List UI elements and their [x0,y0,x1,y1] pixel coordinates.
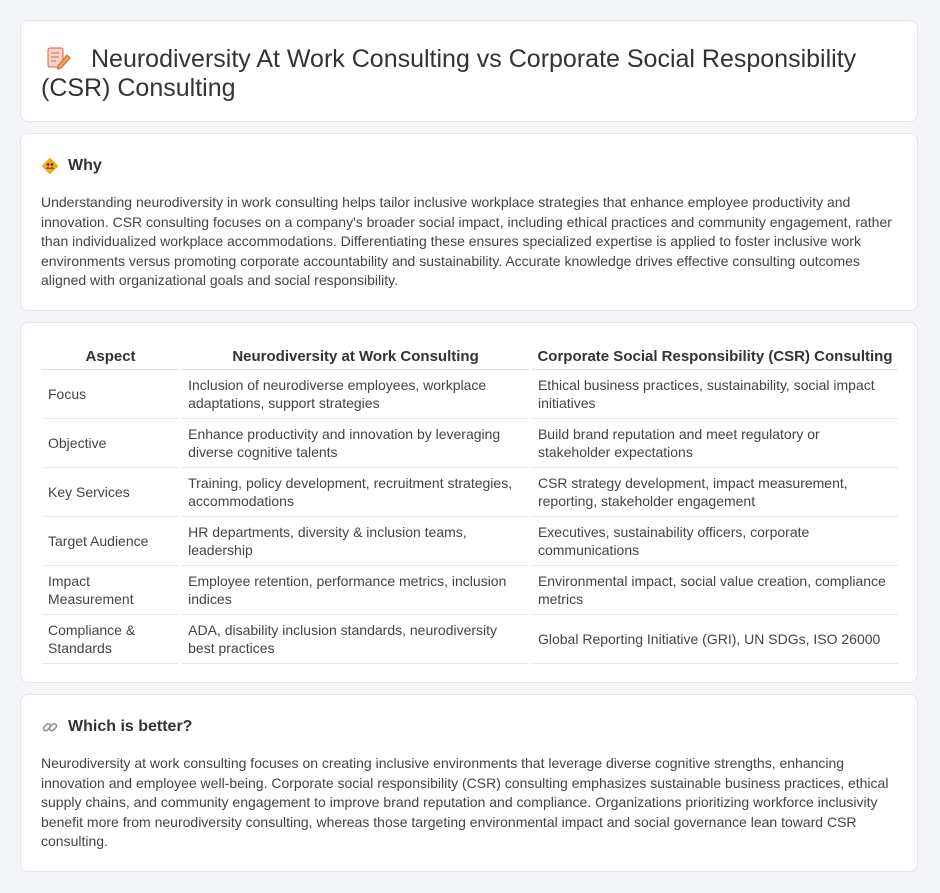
title-card [20,20,918,122]
table-row [42,370,898,419]
cell-aspect: Impact Measurement [42,566,179,615]
why-heading: Why [68,157,102,174]
cell-csr: CSR strategy development, impact measurement, reporting, stakeholder engagement [532,468,898,517]
link-icon [41,718,59,736]
why-heading-row [41,155,102,177]
table-row [42,517,898,566]
cell-neurodiversity: ADA, disability inclusion standards, neurodiversity best practices [182,615,529,664]
table-row [42,615,898,664]
better-heading: Which is better? [68,718,193,735]
document-pencil-icon [45,46,73,70]
why-body: Understanding neurodiversity in work consulting helps tailor inclusive workplace strategies that enhance employee productivity and innovation. CSR consulting focuses on a company's broader social impact, including ethical practices and community engagement, rather than individualized workplace accommodations. Differentiating these ensures specialized expertise is applied to foster inclusive work environments versus promoting corporate accountability and sustainability. Accurate knowledge drives effective consulting outcomes aligned with organizational goals and social responsibility. [41,194,892,288]
better-heading-row [41,716,192,738]
cell-csr: Executives, sustainability officers, corporate communications [532,517,898,566]
comparison-table [42,344,898,664]
cell-aspect: Objective [42,419,179,468]
which-is-better-section [20,694,918,872]
cell-csr: Environmental impact, social value creation, compliance metrics [532,566,898,615]
cell-neurodiversity: Training, policy development, recruitment strategies, accommodations [182,468,529,517]
cell-csr: Ethical business practices, sustainability, social impact initiatives [532,370,898,419]
cell-csr: Build brand reputation and meet regulatory or stakeholder expectations [532,419,898,468]
table-row [42,419,898,468]
diamond-people-icon [41,157,59,175]
header-neurodiversity: Neurodiversity at Work Consulting [182,344,529,370]
cell-neurodiversity: Employee retention, performance metrics, inclusion indices [182,566,529,615]
page-title [41,45,901,103]
table-row [42,468,898,517]
cell-neurodiversity: HR departments, diversity & inclusion teams, leadership [182,517,529,566]
table-row [42,566,898,615]
table-header-row [42,344,898,370]
header-csr: Corporate Social Responsibility (CSR) Consulting [532,344,898,370]
why-section [20,133,918,311]
title-row [41,45,901,103]
cell-aspect: Compliance & Standards [42,615,179,664]
cell-aspect: Target Audience [42,517,179,566]
page-title-text: Neurodiversity At Work Consulting vs Corporate Social Responsibility (CSR) Consulting [41,45,857,102]
cell-csr: Global Reporting Initiative (GRI), UN SDGs, ISO 26000 [532,615,898,664]
cell-neurodiversity: Inclusion of neurodiverse employees, workplace adaptations, support strategies [182,370,529,419]
better-body: Neurodiversity at work consulting focuses on creating inclusive environments that leverage diverse cognitive strengths, enhancing innovation and employee well-being. Corporate social responsibility (CSR) consulting emphasizes sustainable business practices, ethical supply chains, and community engagement to improve brand reputation and compliance. Organizations prioritizing workforce inclusivity benefit more from neurodiversity consulting, whereas those targeting environmental impact and social governance lean toward CSR consulting. [41,755,889,849]
cell-aspect: Key Services [42,468,179,517]
header-aspect: Aspect [42,344,179,370]
cell-aspect: Focus [42,370,179,419]
cell-neurodiversity: Enhance productivity and innovation by leveraging diverse cognitive talents [182,419,529,468]
comparison-section [20,322,918,683]
